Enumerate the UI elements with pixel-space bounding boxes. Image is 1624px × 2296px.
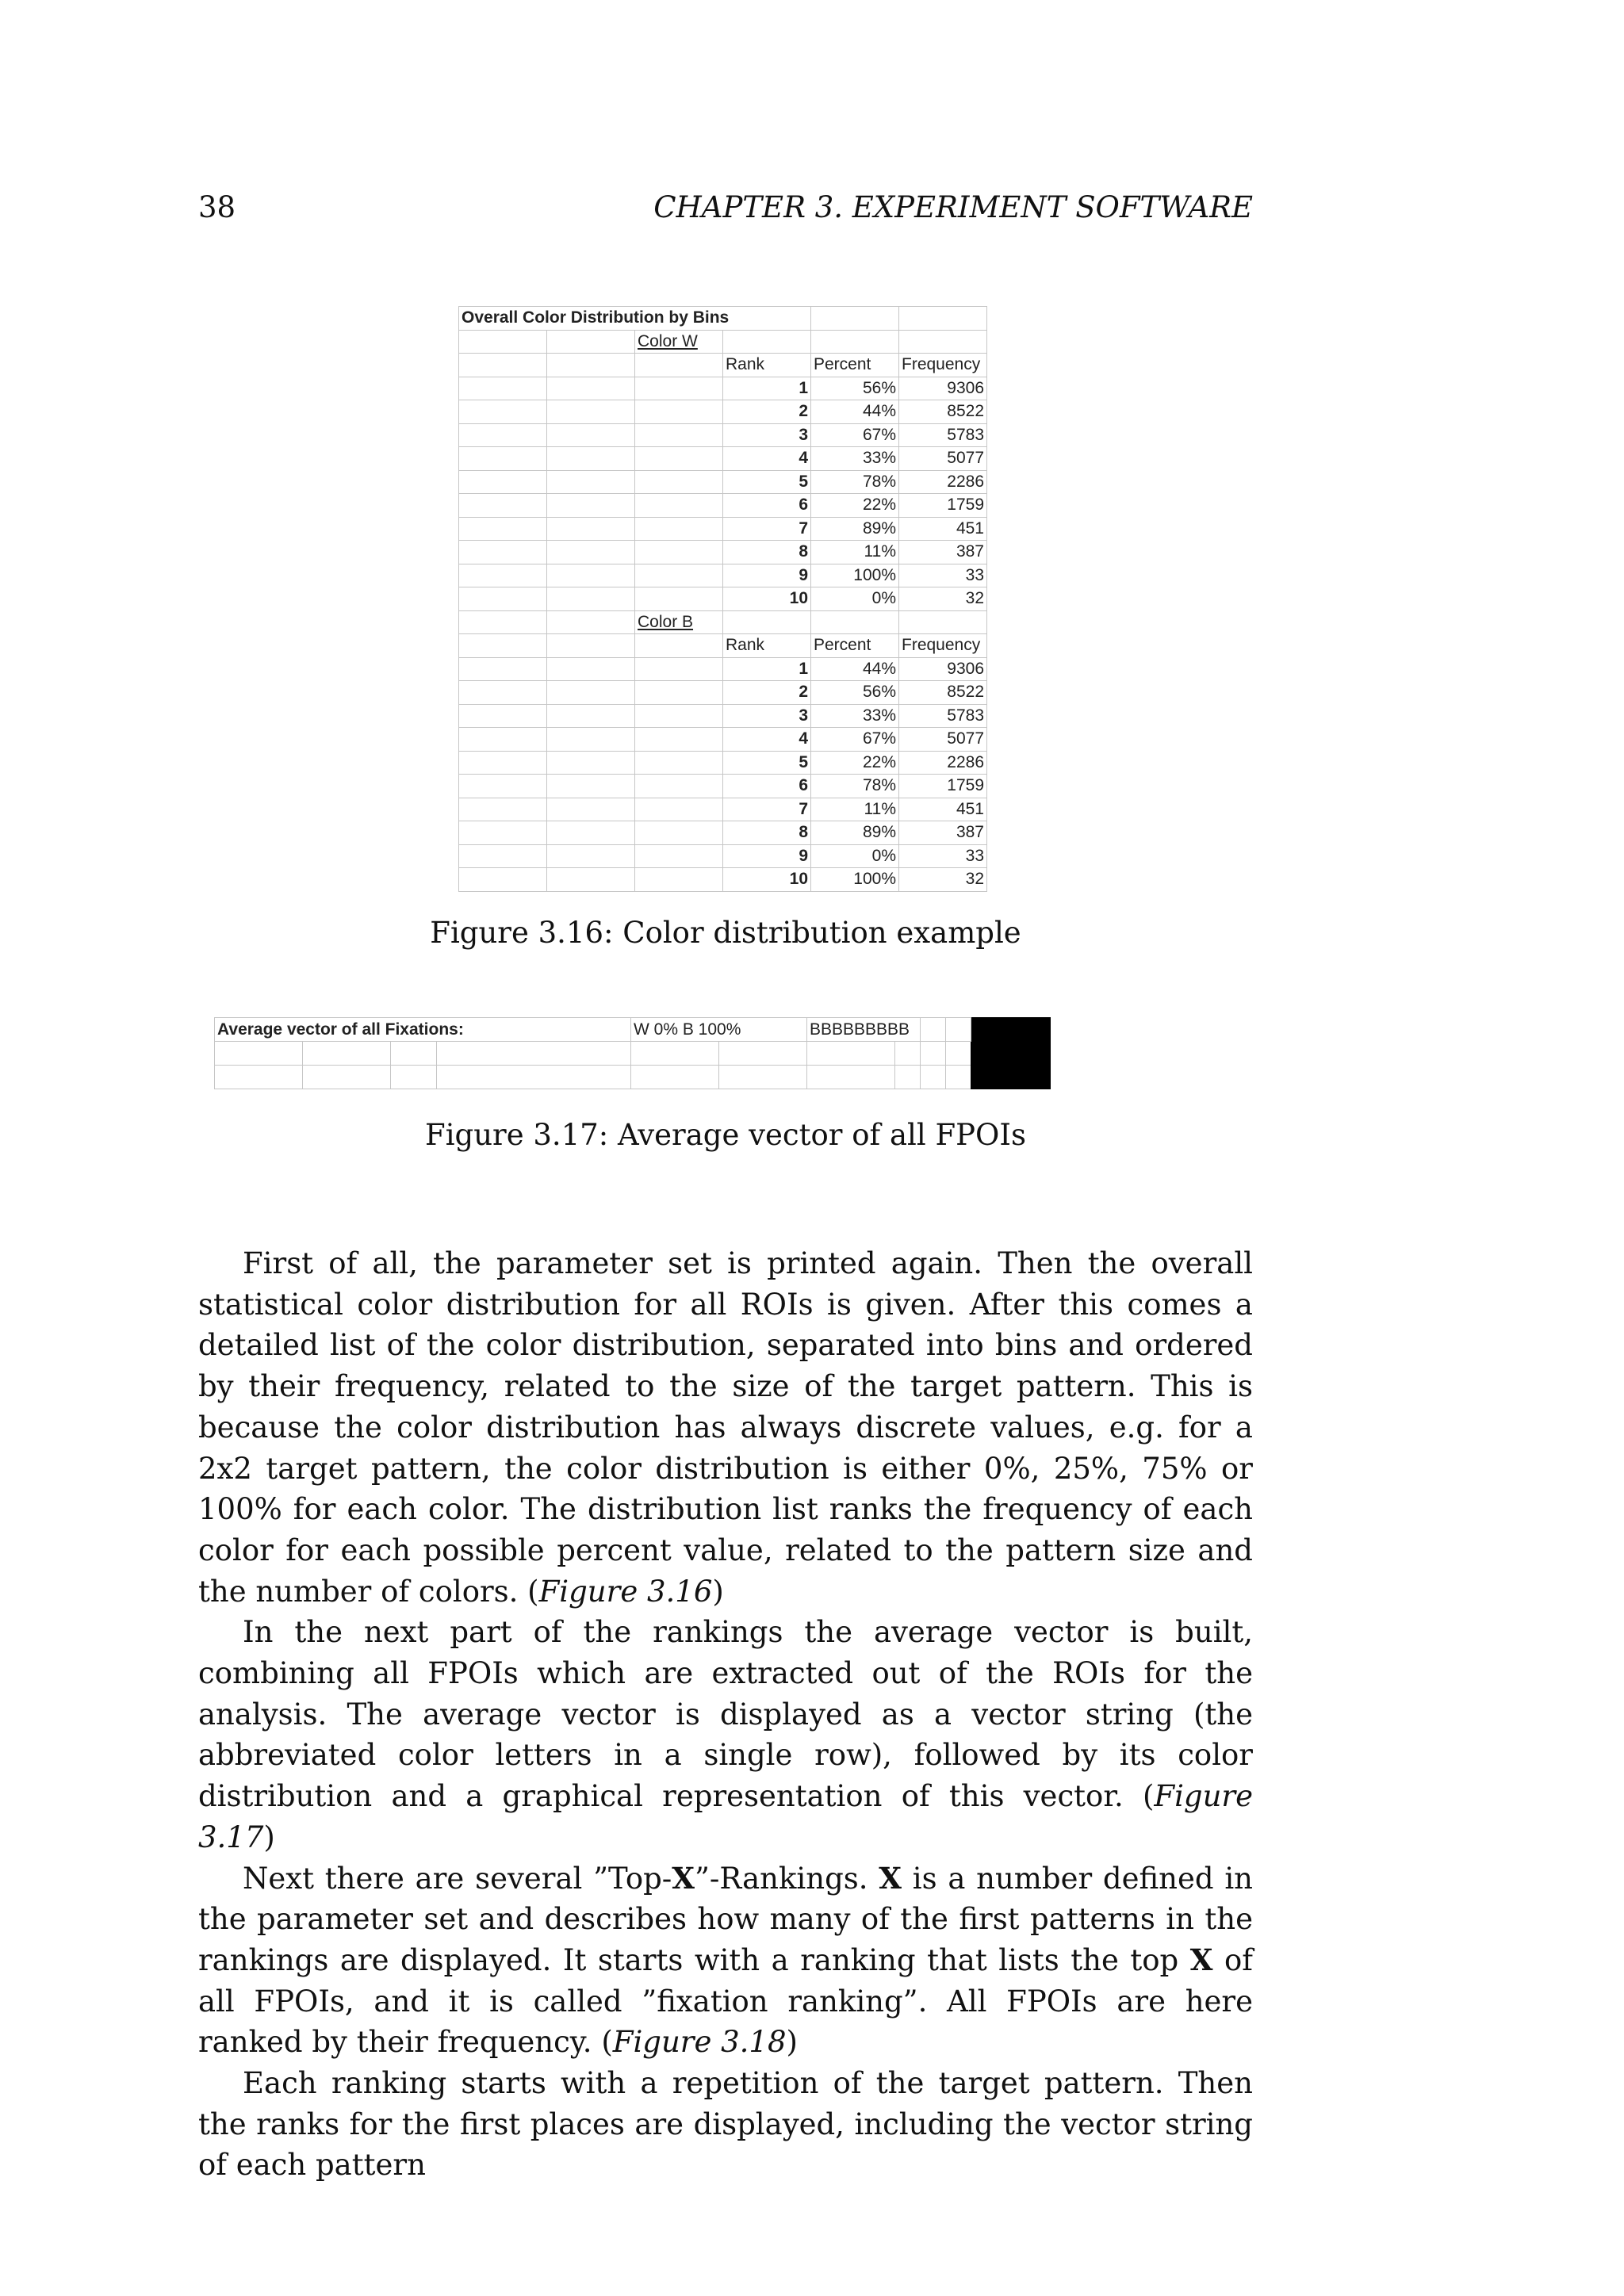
rank-cell: 7 — [723, 798, 811, 821]
percent-cell: 89% — [811, 517, 899, 541]
figure-3-16-caption: Figure 3.16: Color distribution example — [430, 916, 1021, 950]
frequency-header: Frequency — [899, 634, 987, 658]
table-row — [459, 564, 987, 587]
color-w-header-row — [459, 354, 987, 377]
frequency-cell: 5783 — [899, 704, 987, 728]
table-row — [459, 821, 987, 845]
frequency-cell: 33 — [899, 844, 987, 868]
color-w-label-row — [459, 330, 987, 354]
percent-cell: 11% — [811, 541, 899, 564]
rank-cell: 6 — [723, 775, 811, 798]
percent-cell: 56% — [811, 377, 899, 400]
rank-cell: 2 — [723, 400, 811, 424]
percent-cell: 11% — [811, 798, 899, 821]
rank-cell: 7 — [723, 517, 811, 541]
figure-3-17-caption: Figure 3.17: Average vector of all FPOIs — [425, 1118, 1026, 1152]
rank-cell: 1 — [723, 377, 811, 400]
rank-cell: 5 — [723, 470, 811, 494]
color-b-label: Color B — [635, 610, 723, 634]
frequency-cell: 5077 — [899, 447, 987, 471]
table-row — [459, 751, 987, 775]
percent-cell: 44% — [811, 400, 899, 424]
average-vector-distribution: W 0% B 100% — [631, 1018, 807, 1042]
percent-cell: 78% — [811, 775, 899, 798]
color-w-label: Color W — [635, 330, 723, 354]
frequency-cell: 8522 — [899, 400, 987, 424]
rank-cell: 8 — [723, 821, 811, 845]
frequency-cell: 387 — [899, 821, 987, 845]
color-distribution-table — [458, 306, 987, 892]
table-row — [459, 400, 987, 424]
rank-cell: 4 — [723, 447, 811, 471]
frequency-cell: 8522 — [899, 681, 987, 705]
rank-cell: 2 — [723, 681, 811, 705]
paragraph: In the next part of the rankings the average vector is built, combining all FPOIs which are extracted out of the ROIs for the analysis. The average vector is displayed as a vector string (the abbreviated color letters in a single row), followed by its color distribution and a graphical representation of this vector. (Figure 3.17) — [198, 1615, 1253, 1854]
frequency-cell: 33 — [899, 564, 987, 587]
percent-cell: 22% — [811, 494, 899, 518]
table-row — [459, 844, 987, 868]
percent-cell: 89% — [811, 821, 899, 845]
table-title: Overall Color Distribution by Bins — [459, 307, 811, 331]
average-vector-row — [215, 1018, 1051, 1042]
table-row — [459, 494, 987, 518]
frequency-cell: 5783 — [899, 423, 987, 447]
frequency-cell: 1759 — [899, 494, 987, 518]
page-number: 38 — [198, 190, 236, 224]
rank-cell: 10 — [723, 587, 811, 611]
body-text — [198, 1243, 1253, 2186]
page-header — [198, 190, 1253, 230]
percent-header: Percent — [811, 354, 899, 377]
rank-cell: 9 — [723, 564, 811, 587]
table-row — [459, 470, 987, 494]
percent-header: Percent — [811, 634, 899, 658]
table-row — [459, 447, 987, 471]
rank-cell: 10 — [723, 868, 811, 892]
percent-cell: 100% — [811, 868, 899, 892]
table-row — [459, 377, 987, 400]
table-row — [459, 657, 987, 681]
table-row — [459, 775, 987, 798]
figure-reference: Figure 3.18 — [612, 2025, 787, 2060]
table-row — [459, 541, 987, 564]
percent-cell: 33% — [811, 447, 899, 471]
rank-header: Rank — [723, 354, 811, 377]
frequency-cell: 2286 — [899, 751, 987, 775]
rank-cell: 5 — [723, 751, 811, 775]
paragraph: First of all, the parameter set is printed again. Then the overall statistical color distribution for all ROIs is given. After this comes a detailed list of the color distribution, separated into bins and ordered by their frequency, related to the size of the target pattern. This is because the color distribution has always discrete values, e.g. for a 2x2 target pattern, the color distribution is either 0%, 25%, 75% or 100% for each color. The distribution list ranks the frequency of each color for each possible percent value, related to the pattern size and the number of colors. (Figure 3.16) — [198, 1246, 1253, 1609]
paragraph: Each ranking starts with a repetition of the target pattern. Then the ranks for the first places are displayed, including the vector string of each pattern — [198, 2066, 1253, 2183]
frequency-cell: 1759 — [899, 775, 987, 798]
color-b-header-row — [459, 634, 987, 658]
frequency-cell: 451 — [899, 798, 987, 821]
percent-cell: 0% — [811, 587, 899, 611]
frequency-cell: 5077 — [899, 728, 987, 752]
figure-reference: Figure 3.17 — [198, 1779, 1253, 1854]
frequency-cell: 451 — [899, 517, 987, 541]
frequency-cell: 9306 — [899, 657, 987, 681]
percent-cell: 67% — [811, 423, 899, 447]
table-row — [459, 798, 987, 821]
frequency-cell: 387 — [899, 541, 987, 564]
percent-cell: 0% — [811, 844, 899, 868]
rank-cell: 1 — [723, 657, 811, 681]
frequency-cell: 2286 — [899, 470, 987, 494]
average-vector-table — [214, 1017, 1051, 1089]
table-row — [459, 728, 987, 752]
average-vector-swatch — [971, 1018, 1051, 1089]
frequency-header: Frequency — [899, 354, 987, 377]
table-row — [459, 423, 987, 447]
rank-cell: 4 — [723, 728, 811, 752]
percent-cell: 78% — [811, 470, 899, 494]
color-b-label-row — [459, 610, 987, 634]
percent-cell: 100% — [811, 564, 899, 587]
rank-cell: 8 — [723, 541, 811, 564]
percent-cell: 22% — [811, 751, 899, 775]
percent-cell: 33% — [811, 704, 899, 728]
rank-cell: 9 — [723, 844, 811, 868]
chapter-title: CHAPTER 3. EXPERIMENT SOFTWARE — [653, 190, 1253, 224]
frequency-cell: 9306 — [899, 377, 987, 400]
paragraph: Next there are several ”Top-X”-Rankings. X is a number defined in the parameter set and describes how many of the first patterns in the rankings are displayed. It starts with a ranking that lists the top X of all FPOIs, and it is called ”fixation ranking”. All FPOIs are here ranked by their frequency. (Figure 3.18) — [198, 1860, 1253, 2060]
average-vector-string: BBBBBBBBB — [807, 1018, 921, 1042]
percent-cell: 67% — [811, 728, 899, 752]
table-row — [459, 681, 987, 705]
percent-cell: 56% — [811, 681, 899, 705]
rank-cell: 3 — [723, 423, 811, 447]
figure-reference: Figure 3.16 — [538, 1574, 713, 1609]
rank-cell: 6 — [723, 494, 811, 518]
frequency-cell: 32 — [899, 868, 987, 892]
percent-cell: 44% — [811, 657, 899, 681]
table-title-row — [459, 307, 987, 331]
empty-row — [215, 1042, 1051, 1066]
empty-row — [215, 1066, 1051, 1089]
table-row — [459, 517, 987, 541]
average-vector-label: Average vector of all Fixations: — [215, 1018, 631, 1042]
rank-cell: 3 — [723, 704, 811, 728]
table-row — [459, 868, 987, 892]
frequency-cell: 32 — [899, 587, 987, 611]
table-row — [459, 587, 987, 611]
table-row — [459, 704, 987, 728]
rank-header: Rank — [723, 634, 811, 658]
